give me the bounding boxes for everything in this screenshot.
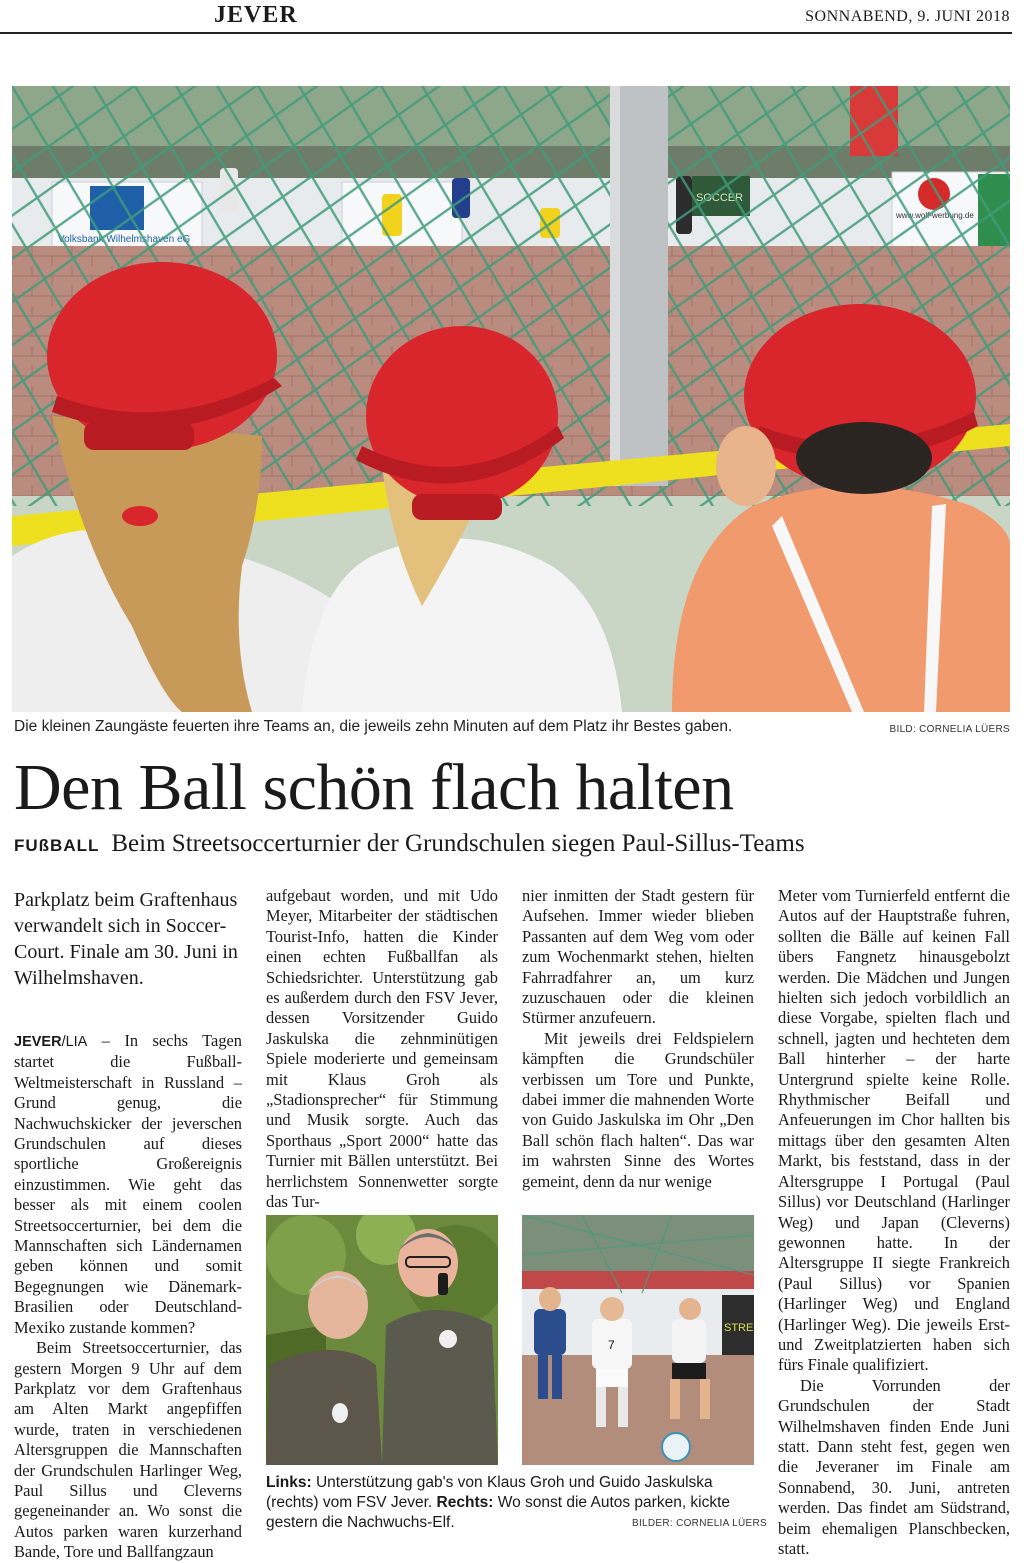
kicker-row [14,830,805,858]
dateline: JEVER [14,1034,62,1050]
paragraph-text: – In sechs Tagen startet die Fußball-Weltmeisterschaft in Russland – Grund genug, die Nachwuchskicker der jeverschen Grundschulen auf dieses sportliche Großereignis einzustimmen. Wie geht das besser als mit einem coolen Streetsoccerturnier, bei dem die Mannschaften sich Ländernamen geben können und somit Begegnungen wie Dänemark-Brasilien oder Deutschland-Mexiko zustande kommen? [14,1031,242,1337]
photo-speakers [266,1215,498,1465]
caption-text-rechts: Wo sonst die Autos parken, kickte gestern die Nachwuchs-Elf. [266,1494,731,1531]
paragraph: Beim Streetsoccerturnier, das gestern Morgen 9 Uhr auf dem Parkplatz vor dem Graftenhaus am Alten Markt angepfiffen wurde, traten in verschiedenen Altersgruppen die Mannschaften der Grundschulen Harlinger Weg, Paul Sillus und Cleverns gegeneinander an. Wo sonst die Autos parken waren kurzerhand Bande, Tore und Ballfangzaun [14,1338,242,1562]
caption-label-links: Links: [266,1474,312,1491]
paragraph: aufgebaut worden, und mit Udo Meyer, Mitarbeiter der städtischen Tourist-Info, hatten die Kinder einen echten Fußballfan als Schiedsrichter. Unterstützung gab es außerdem durch den FSV Jever, dessen Vorsitzender Guido Jaskulska die zehnminütigen Spiele moderierte und gemeinsam mit Klaus Groh als „Stadionsprecher“ für Stimmung und Musik sorgte. Auch das Sporthaus „Sport 2000“ hatte das Turnier mit Bällen unterstützt. Bei herrlichstem Sonnenwetter sorgte das Tur- [266,886,498,1212]
paragraph: Meter vom Turnierfeld entfernt die Autos auf der Hauptstraße fuhren, sollten die Bälle auf keinen Fall übers Fangnetz hinausgebolzt werden. Die Mädchen und Jungen hielten sich jedoch vorbildlich an diese Vorgabe, spielten flach und schnell, jagten und hechteten dem Ball hinterher – der harte Untergrund spielte keine Rolle. Rhythmischer Beifall und Anfeuerungen im Chor hallten bis mittags über den gesamten Alten Markt, bis feststand, dass in der Altersgruppe I Portugal (Paul Sillus) vor Deutschland (Harlinger Weg) und Japan (Cleverns) gewonnen hatte. In der Altersgruppe II siegte Frankreich (Paul Sillus) vor Spanien (Harlinger Weg) und England (Harlinger Weg). Die jeweils Erst- und Zweitplatzierten haben sich fürs Finale qualifiziert. [778,886,1010,1375]
small-photos-credit: BILDER: CORNELIA LÜERS [632,1518,767,1529]
photo-kids-playing [522,1215,754,1465]
issue-date: SONNABEND, 9. JUNI 2018 [805,8,1010,25]
article-column-4 [778,886,1010,1559]
main-photo-caption: Die kleinen Zaungäste feuerten ihre Teams an, die jeweils zehn Minuten auf dem Platz ihr Bestes gaben. [14,718,733,735]
author: /LIA [61,1034,88,1050]
paragraph: Die Vorrunden der Grundschulen der Stadt Wilhelmshaven finden Ende Juni statt. Dann steht fest, gegen wen die Jeveraner im Finale am Sonnabend, 30. Juni, antreten werden. Das findet am Südstrand, beim ehemaligen Planschbecken, statt. [778,1375,1010,1558]
main-photo [12,86,1010,712]
paragraph [14,1031,242,1338]
paragraph: Mit jeweils drei Feldspielern kämpften die Grundschüler verbissen um Tore und Punkte, dabei immer die mahnenden Worte von Guido Jaskulska im Ohr „Den Ball schön flach halten“. Das war im wahrsten Sinne des Wortes gemeint, denn da nur wenige [522,1028,754,1191]
article-column-2 [266,886,498,1213]
headline: Den Ball schön flach halten [14,751,734,824]
section-location: JEVER [214,2,298,28]
caption-label-rechts: Rechts: [436,1494,494,1511]
banner-street: STRE [724,1322,754,1334]
main-photo-credit: BILD: CORNELIA LÜERS [889,724,1010,735]
kicker: FUßBALL [14,836,100,855]
article-column-3 [522,886,754,1192]
header-rule [0,32,1012,34]
teaser: Parkplatz beim Graftenhaus verwandelt sich in Soccer-Court. Finale am 30. Juni in Wilhelmshaven. [14,889,238,989]
svg-text:7: 7 [608,1338,615,1352]
article-column-1 [14,1031,242,1563]
paragraph: nier inmitten der Stadt gestern für Aufsehen. Immer wieder blieben Passanten auf dem Weg vom oder zum Wochenmarkt stehen, hielten Fahrradfahrer an, um kurz zuzuschauen oder die kleinen Stürmer anzufeuern. [522,886,754,1028]
caption-text-links: Unterstützung gab's von Klaus Groh und Guido Jaskulska (rechts) vom FSV Jever. [266,1474,713,1511]
subheadline: Beim Streetsoccerturnier der Grundschulen siegen Paul-Sillus-Teams [111,830,805,857]
